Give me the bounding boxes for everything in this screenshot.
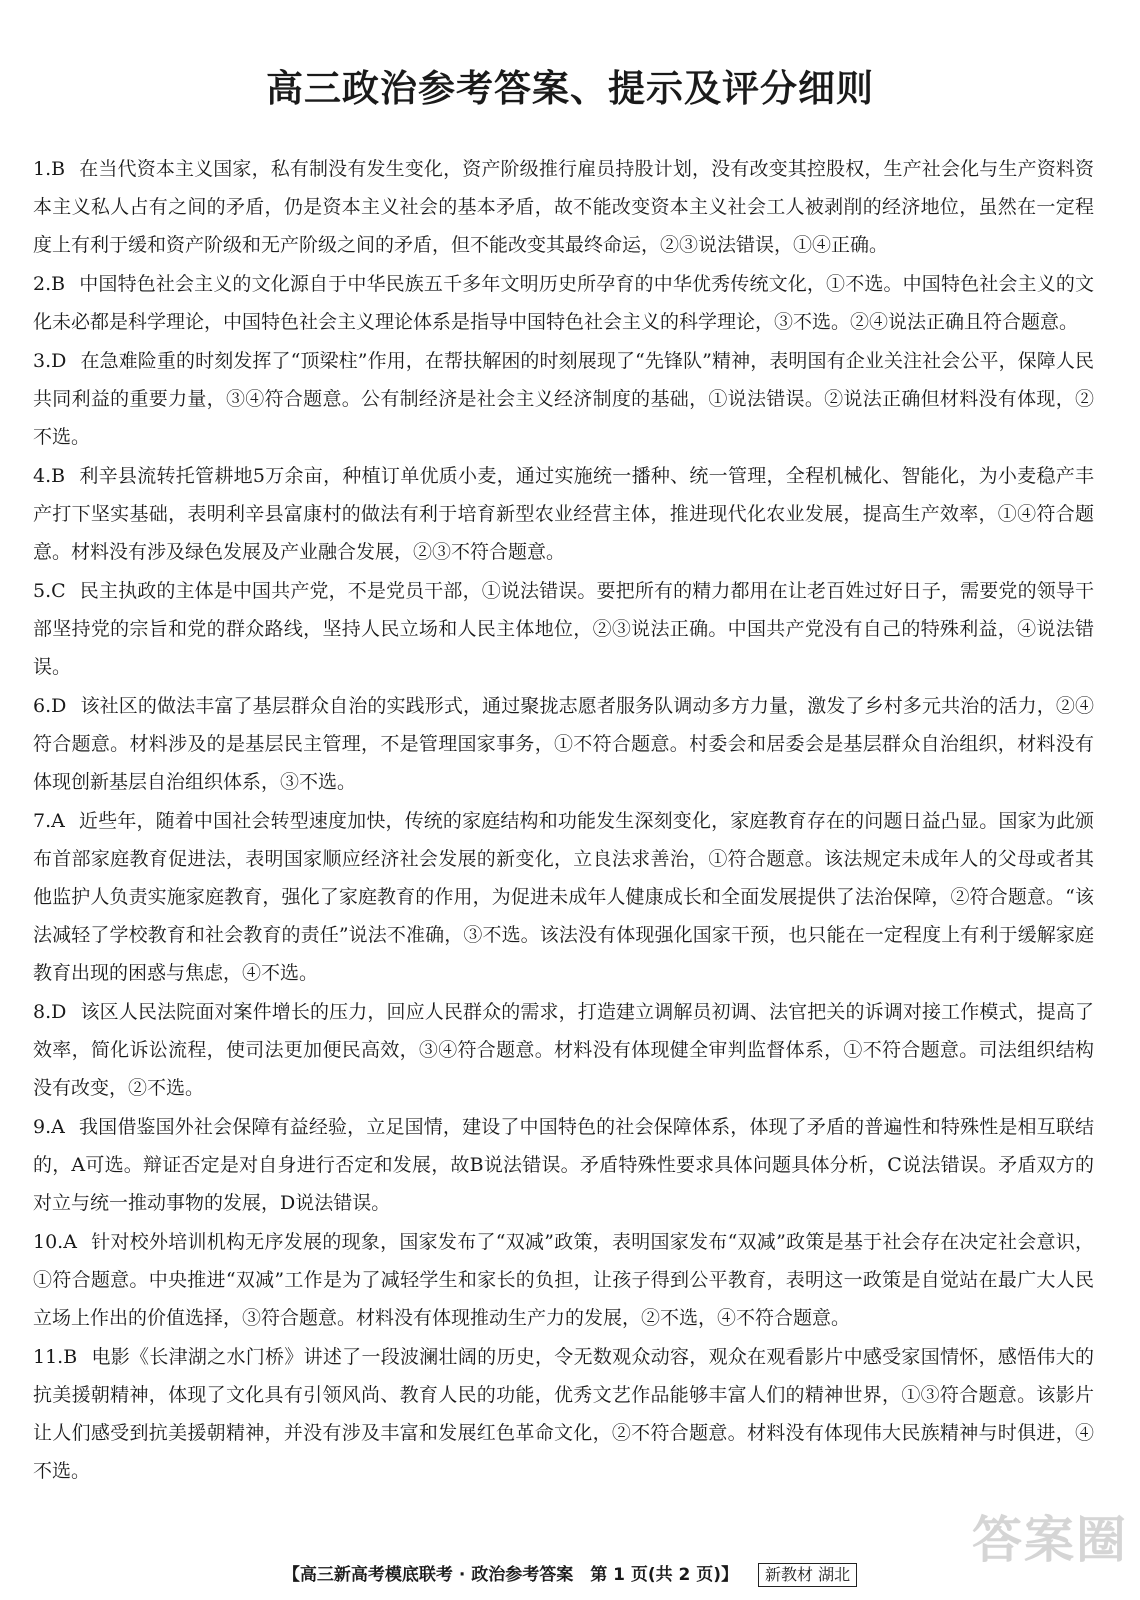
answer-item: [33, 1338, 1094, 1490]
answer-item: [33, 265, 1094, 341]
answer-number: 1.B: [33, 158, 66, 180]
answer-item: [33, 687, 1094, 801]
answer-item: [33, 572, 1094, 686]
answer-number: 6.D: [33, 695, 67, 717]
answer-text: 该社区的做法丰富了基层群众自治的实践形式，通过聚拢志愿者服务队调动多方力量，激发了乡村多元共治的活力，②④符合题意。材料涉及的是基层民主管理，不是管理国家事务，①不符合题意。村委会和居委会是基层群众自治组织，材料没有体现创新基层自治组织体系，③不选。: [33, 695, 1094, 793]
answer-item: [33, 150, 1094, 264]
answer-text: 该区人民法院面对案件增长的压力，回应人民群众的需求，打造建立调解员初调、法官把关的诉调对接工作模式，提高了效率，简化诉讼流程，使司法更加便民高效，③④符合题意。材料没有体现健全审判监督体系，①不符合题意。司法组织结构没有改变，②不选。: [33, 1001, 1094, 1099]
answer-number: 11.B: [33, 1346, 78, 1368]
answer-item: [33, 1223, 1094, 1337]
answer-number: 9.A: [33, 1116, 65, 1138]
edition-badge: 新教材 湖北: [758, 1563, 857, 1587]
answer-number: 5.C: [33, 580, 66, 602]
answer-text: 中国特色社会主义的文化源自于中华民族五千多年文明历史所孕育的中华优秀传统文化，①不选。中国特色社会主义的文化未必都是科学理论，中国特色社会主义理论体系是指导中国特色社会主义的科学理论，③不选。②④说法正确且符合题意。: [33, 273, 1094, 333]
watermark-logo: 答案圈: [972, 1511, 1128, 1569]
answer-number: 10.A: [33, 1231, 77, 1253]
answer-text: 利辛县流转托管耕地5万余亩，种植订单优质小麦，通过实施统一播种、统一管理，全程机械化、智能化，为小麦稳产丰产打下坚实基础，表明利辛县富康村的做法有利于培育新型农业经营主体，推进现代化农业发展，提高生产效率，①④符合题意。材料没有涉及绿色发展及产业融合发展，②③不符合题意。: [33, 465, 1094, 563]
answer-number: 7.A: [33, 810, 65, 832]
answer-text: 电影《长津湖之水门桥》讲述了一段波澜壮阔的历史，令无数观众动容，观众在观看影片中感受家国情怀，感悟伟大的抗美援朝精神，体现了文化具有引领风尚、教育人民的功能，优秀文艺作品能够丰富人们的精神世界，①③符合题意。该影片让人们感受到抗美援朝精神，并没有涉及丰富和发展红色革命文化，②不符合题意。材料没有体现伟大民族精神与时俱进，④不选。: [33, 1346, 1094, 1482]
page-footer: [0, 1560, 1140, 1587]
answer-number: 2.B: [33, 273, 66, 295]
answer-item: [33, 802, 1094, 992]
footer-text: 【高三新高考模底联考 · 政治参考答案 第 1 页(共 2 页)】: [282, 1565, 739, 1585]
answer-item: [33, 457, 1094, 571]
answer-list: [33, 150, 1094, 1491]
answer-item: [33, 342, 1094, 456]
answer-text: 在急难险重的时刻发挥了“顶梁柱”作用，在帮扶解困的时刻展现了“先锋队”精神，表明国有企业关注社会公平，保障人民共同利益的重要力量，③④符合题意。公有制经济是社会主义经济制度的基础，①说法错误。②说法正确但材料没有体现，②不选。: [33, 350, 1094, 448]
answer-text: 在当代资本主义国家，私有制没有发生变化，资产阶级推行雇员持股计划，没有改变其控股权，生产社会化与生产资料资本主义私人占有之间的矛盾，仍是资本主义社会的基本矛盾，故不能改变资本主义社会工人被剥削的经济地位，虽然在一定程度上有利于缓和资产阶级和无产阶级之间的矛盾，但不能改变其最终命运，②③说法错误，①④正确。: [33, 158, 1094, 256]
answer-text: 近些年，随着中国社会转型速度加快，传统的家庭结构和功能发生深刻变化，家庭教育存在的问题日益凸显。国家为此颁布首部家庭教育促进法，表明国家顺应经济社会发展的新变化，立良法求善治，①符合题意。该法规定未成年人的父母或者其他监护人负责实施家庭教育，强化了家庭教育的作用，为促进未成年人健康成长和全面发展提供了法治保障，②符合题意。“该法减轻了学校教育和社会教育的责任”说法不准确，③不选。该法没有体现强化国家干预，也只能在一定程度上有利于缓解家庭教育出现的困惑与焦虑，④不选。: [33, 810, 1094, 984]
answer-number: 3.D: [33, 350, 67, 372]
answer-text: 民主执政的主体是中国共产党，不是党员干部，①说法错误。要把所有的精力都用在让老百姓过好日子，需要党的领导干部坚持党的宗旨和党的群众路线，坚持人民立场和人民主体地位，②③说法正确。中国共产党没有自己的特殊利益，④说法错误。: [33, 580, 1094, 678]
answer-number: 4.B: [33, 465, 66, 487]
answer-item: [33, 1108, 1094, 1222]
answer-text: 针对校外培训机构无序发展的现象，国家发布了“双减”政策，表明国家发布“双减”政策是基于社会存在决定社会意识，①符合题意。中央推进“双减”工作是为了减轻学生和家长的负担，让孩子得到公平教育，表明这一政策是自觉站在最广大人民立场上作出的价值选择，③符合题意。材料没有体现推动生产力的发展，②不选，④不符合题意。: [33, 1231, 1094, 1329]
answer-number: 8.D: [33, 1001, 67, 1023]
answer-item: [33, 993, 1094, 1107]
page-title: 高三政治参考答案、提示及评分细则: [266, 67, 874, 110]
answer-text: 我国借鉴国外社会保障有益经验，立足国情，建设了中国特色的社会保障体系，体现了矛盾的普遍性和特殊性是相互联结的，A可选。辩证否定是对自身进行否定和发展，故B说法错误。矛盾特殊性要求具体问题具体分析，C说法错误。矛盾双方的对立与统一推动事物的发展，D说法错误。: [33, 1116, 1094, 1214]
